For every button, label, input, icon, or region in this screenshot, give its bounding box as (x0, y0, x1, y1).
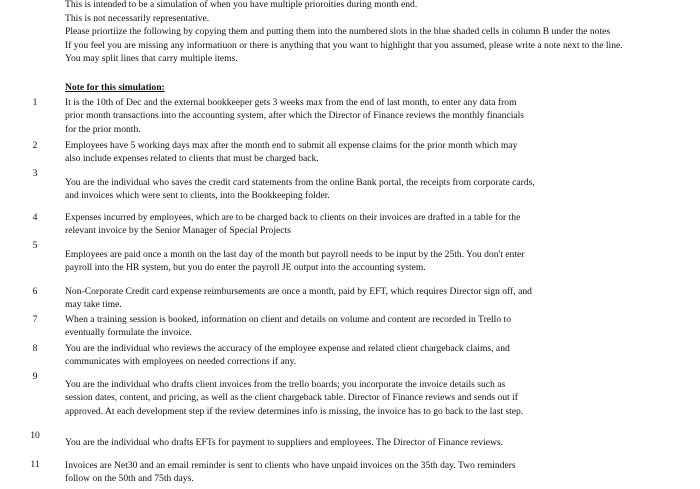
item-line: It is the 10th of Dec and the external bookkeeper gets 3 weeks max from the end of last month, to enter any data from (65, 97, 517, 108)
list-item (65, 436, 695, 449)
item-number: 8 (32, 343, 38, 354)
list-item (65, 248, 695, 275)
list-item (65, 139, 695, 166)
item-line: Non-Corporate Credit card expense reimbursements are once a month, paid by EFT, which requires Director sign off, and (65, 286, 532, 297)
intro-line: This is intended to be a simulation of when you have multiple prioroities during month end. (65, 0, 418, 10)
item-number: 10 (30, 430, 40, 441)
item-line: Employees are paid once a month on the last day of the month but payroll needs to be input by the 25th. You don't enter (65, 249, 525, 260)
item-number: 5 (32, 240, 38, 251)
item-line: Invoices are Net30 and an email reminder is sent to clients who have unpaid invoices on the 35th day. Two reminders (65, 460, 516, 471)
list-item (65, 285, 695, 312)
note-heading: Note for this simulation: (65, 82, 165, 93)
item-line: for the prior month. (65, 123, 141, 135)
item-number: 6 (32, 286, 38, 297)
list-item (65, 313, 695, 340)
item-line: You are the individual who drafts client invoices from the trello boards; you incorporate the invoice details such as (65, 379, 506, 390)
item-line: You are the individual who drafts EFTs for payment to suppliers and employees. The Director of Finance reviews. (65, 437, 504, 448)
item-number: 9 (32, 371, 38, 382)
item-line: Employees have 5 working days max after the month end to submit all expense claims for the prior month which may (65, 140, 518, 151)
item-line: You are the individual who saves the credit card statements from the online Bank portal, the receipts from corporate cards, (65, 177, 535, 188)
list-item (65, 176, 695, 203)
item-line: Expenses incurred by employees, which are to be charged back to clients on their invoices are drafted in a table for the (65, 212, 521, 223)
list-item (65, 378, 695, 418)
intro-line: Please priortiize the following by copying them and putting them into the numbered slots in the blue shaded cells in column B under the notes (65, 26, 611, 38)
item-line: payroll into the HR system, but you do enter the payroll JE output into the accounting system. (65, 262, 426, 274)
list-item (65, 342, 695, 369)
intro-block (65, 0, 695, 66)
item-number: 2 (32, 140, 38, 151)
item-line: When a training session is booked, information on client and details on volume and content are recorded in Trello to (65, 314, 512, 325)
intro-line: If you feel you are missing any informatiuon or there is anything that you want to highlight that you assumed, please write a note next to the line. (65, 39, 623, 51)
list-item (65, 211, 695, 238)
item-line: follow on the 50th and 75th days. (65, 473, 194, 485)
item-line: may take time. (65, 299, 122, 311)
item-number: 3 (32, 168, 38, 179)
item-line: prior month transactions into the accounting system, after which the Director of Finance reviews the monthly financials (65, 110, 525, 122)
item-number: 7 (32, 314, 38, 325)
item-line: You are the individual who reviews the accuracy of the employee expense and related client chargeback claims, and (65, 343, 510, 354)
item-line: eventually formulate the invoice. (65, 327, 192, 339)
list-item (65, 96, 695, 136)
item-line: communicates with employees on needed corrections if any. (65, 356, 297, 368)
item-line: relevant invoice by the Senior Manager of Special Projects (65, 225, 291, 237)
item-number: 11 (30, 459, 40, 470)
item-number: 1 (32, 97, 38, 108)
intro-line: You may split lines that carry multiple items. (65, 53, 238, 65)
list-item (65, 459, 695, 486)
item-number: 4 (32, 212, 38, 223)
item-line: and invoices which were sent to clients, into the Bookkeeping folder. (65, 190, 330, 202)
item-line: approved. At each development step if the review determines info is missing, the invoice has to go back to the last step. (65, 405, 524, 417)
item-line: session dates, content, and pricing, as well as the client chargeback table. Director of Finance reviews and sends out if (65, 392, 518, 404)
item-line: also include expenses related to clients that must be charged back. (65, 153, 319, 165)
intro-line: This is not necessarily representative. (65, 12, 210, 24)
